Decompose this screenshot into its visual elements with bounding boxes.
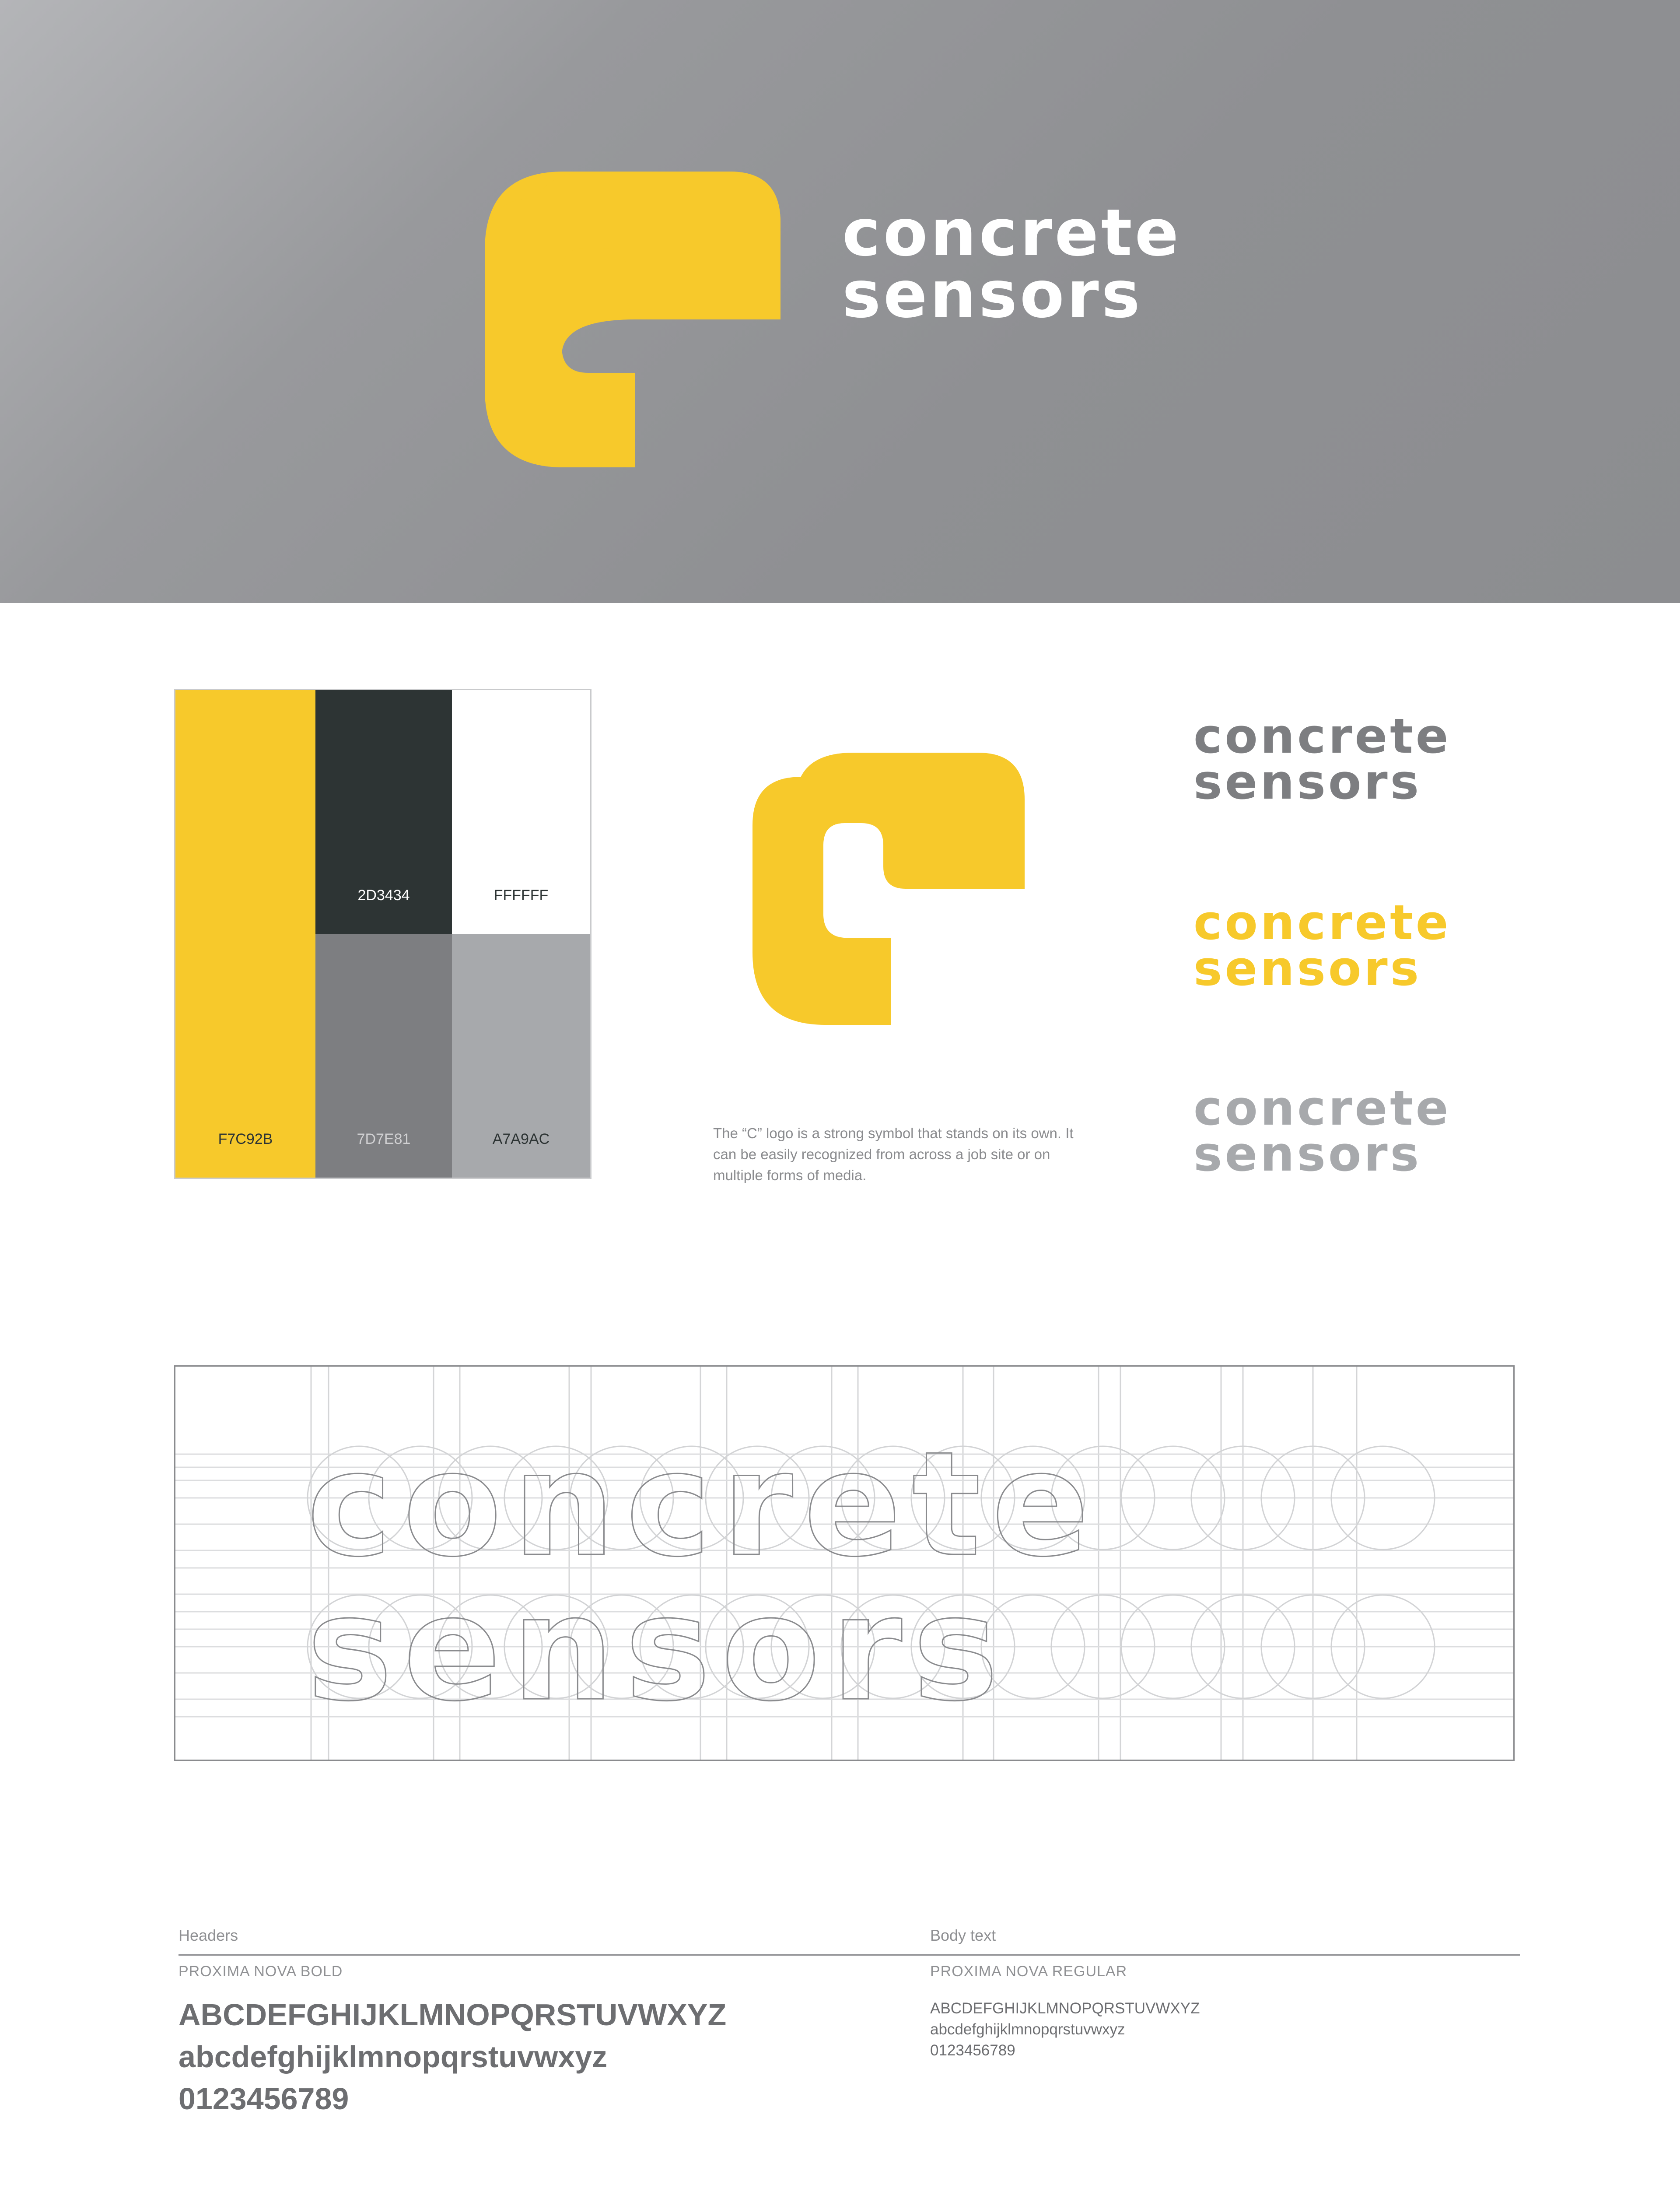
hero-section bbox=[0, 0, 1680, 603]
body-uppercase: ABCDEFGHIJKLMNOPQRSTUVWXYZ bbox=[930, 2000, 1200, 2017]
wordmark-line-2: sensors bbox=[842, 256, 1143, 332]
headers-uppercase: ABCDEFGHIJKLMNOPQRSTUVWXYZ bbox=[178, 1998, 727, 2032]
body-font-name: PROXIMA NOVA REGULAR bbox=[930, 1963, 1127, 1980]
swatch-white bbox=[452, 690, 590, 934]
wordmark-light-gray bbox=[1194, 1080, 1451, 1182]
swatch-gray bbox=[315, 934, 452, 1178]
swatch-light-gray-hex: A7A9AC bbox=[492, 1131, 550, 1147]
color-palette bbox=[174, 689, 592, 1179]
headers-digits: 0123456789 bbox=[178, 2082, 349, 2116]
c-logo-standalone-icon bbox=[752, 753, 1025, 1025]
wordmark-line-1: concrete bbox=[842, 195, 1181, 270]
wordmark-yellow-line-1: concrete bbox=[1194, 894, 1451, 950]
wordmark-yellow-line-2: sensors bbox=[1194, 940, 1422, 996]
swatch-yellow bbox=[175, 690, 315, 1178]
headers-rule bbox=[178, 1954, 927, 1956]
swatch-dark bbox=[315, 690, 452, 934]
logo-caption: The “C” logo is a strong symbol that stands on its own. It can be easily recognized from across a job site or on multiple forms of media. bbox=[713, 1125, 1074, 1183]
wordmark-gray-line-2: sensors bbox=[1194, 754, 1422, 810]
headers-lowercase: abcdefghijklmnopqrstuvwxyz bbox=[178, 2040, 608, 2074]
swatch-light-gray bbox=[452, 934, 590, 1178]
wordmark-light-gray-line-2: sensors bbox=[1194, 1126, 1422, 1182]
body-lowercase: abcdefghijklmnopqrstuvwxyz bbox=[930, 2021, 1125, 2038]
wordmark-construction-grid bbox=[174, 1365, 1515, 1761]
outlined-wordmark-line-1: concrete bbox=[307, 1420, 1100, 1588]
headers-label: Headers bbox=[178, 1926, 238, 1944]
headers-specimen bbox=[178, 1994, 726, 2120]
body-rule bbox=[927, 1954, 1520, 1956]
outlined-wordmark-line-2: sensors bbox=[307, 1565, 1009, 1733]
wordmark-light-gray-line-1: concrete bbox=[1194, 1080, 1451, 1136]
body-specimen bbox=[930, 1998, 1200, 2061]
body-digits: 0123456789 bbox=[930, 2042, 1015, 2059]
swatch-white-hex: FFFFFF bbox=[494, 887, 549, 904]
swatch-yellow-hex: F7C92B bbox=[218, 1131, 273, 1147]
body-label: Body text bbox=[930, 1926, 996, 1944]
wordmark-yellow bbox=[1194, 894, 1451, 996]
wordmark-gray bbox=[1194, 708, 1451, 810]
wordmark-gray-line-1: concrete bbox=[1194, 708, 1451, 764]
swatch-gray-hex: 7D7E81 bbox=[357, 1131, 411, 1147]
hero-wordmark bbox=[842, 195, 1181, 332]
c-logo-icon bbox=[485, 172, 780, 467]
headers-font-name: PROXIMA NOVA BOLD bbox=[178, 1963, 343, 1980]
outlined-wordmark bbox=[307, 1420, 1100, 1733]
swatch-dark-hex: 2D3434 bbox=[357, 887, 410, 904]
